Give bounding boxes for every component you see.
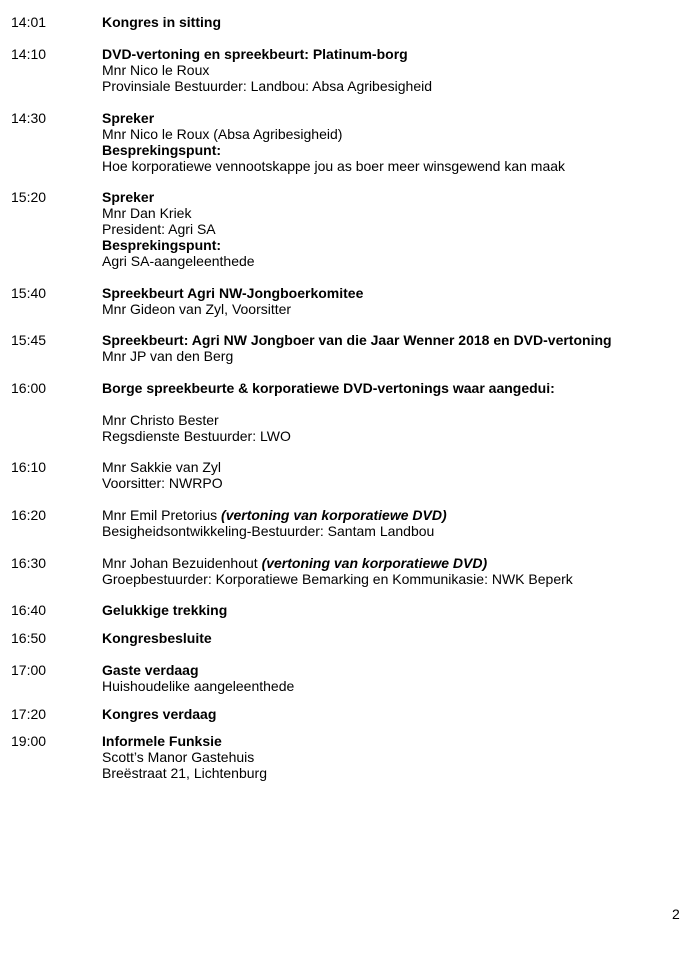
schedule-details [102,733,692,781]
speaker-line [102,555,692,571]
schedule-time: 16:10 [11,459,47,475]
schedule-details [102,555,692,587]
schedule-details [102,189,692,269]
schedule-title: Kongres in sitting [102,14,221,30]
speaker-name: Mnr Johan Bezuidenhout [102,555,262,571]
speaker-role: Regsdienste Bestuurder: LWO [102,428,291,444]
schedule-title: Spreekbeurt Agri NW-Jongboerkomitee [102,285,364,301]
schedule-title: Borge spreekbeurte & korporatiewe DVD-vertonings waar aangedui: [102,380,555,396]
spacer-line [102,396,692,412]
speaker-name: Mnr JP van den Berg [102,348,234,364]
schedule-details [102,380,692,444]
speaker-name: Mnr Nico le Roux [102,62,210,78]
speaker-name: Mnr Nico le Roux (Absa Agribesigheid) [102,126,343,142]
topic-label: Besprekingspunt: [102,142,222,158]
speaker-name: Mnr Emil Pretorius [102,507,222,523]
page-number: 2 [672,906,680,922]
schedule-details [102,507,692,539]
schedule-title: Spreker [102,110,155,126]
schedule-title: Kongres verdaag [102,706,217,722]
schedule-time: 15:45 [11,332,47,348]
schedule-time: 14:01 [11,14,47,30]
speaker-role: President: Agri SA [102,221,216,237]
schedule-time: 17:00 [11,662,47,678]
schedule-time: 16:30 [11,555,47,571]
speaker-line [102,507,692,523]
schedule-time: 16:00 [11,380,47,396]
topic-label: Besprekingspunt: [102,237,222,253]
schedule-time: 15:20 [11,189,47,205]
topic-text: Agri SA-aangeleenthede [102,253,255,269]
schedule-title: Kongresbesluite [102,630,212,646]
schedule-time: 17:20 [11,706,47,722]
schedule-details [102,602,692,618]
speaker-role: Besigheidsontwikkeling-Bestuurder: Santam Landbou [102,523,435,539]
speaker-name: Mnr Dan Kriek [102,205,192,221]
schedule-details [102,630,692,646]
schedule-details [102,14,692,30]
schedule-time: 19:00 [11,733,47,749]
schedule-details [102,662,692,694]
dvd-note: (vertoning van korporatiewe DVD) [261,555,488,571]
schedule-details [102,332,692,364]
schedule-title: DVD-vertoning en spreekbeurt: Platinum-borg [102,46,408,62]
venue-name: Scott’s Manor Gastehuis [102,749,255,765]
schedule-title: Informele Funksie [102,733,222,749]
speaker-role: Groepbestuurder: Korporatiewe Bemarking en Kommunikasie: NWK Beperk [102,571,573,587]
schedule-details [102,285,692,317]
schedule-time: 14:30 [11,110,47,126]
dvd-note: (vertoning van korporatiewe DVD) [221,507,447,523]
venue-address: Breëstraat 21, Lichtenburg [102,765,267,781]
schedule-details [102,110,692,174]
schedule-time: 16:20 [11,507,47,523]
schedule-note: Huishoudelike aangeleenthede [102,678,295,694]
schedule-details [102,459,692,491]
schedule-details [102,706,692,722]
schedule-title: Gelukkige trekking [102,602,228,618]
topic-text: Hoe korporatiewe vennootskappe jou as boer meer winsgewend kan maak [102,158,566,174]
speaker-role: Voorsitter: NWRPO [102,475,223,491]
schedule-time: 16:40 [11,602,47,618]
schedule-time: 15:40 [11,285,47,301]
schedule-time: 16:50 [11,630,47,646]
speaker-name: Mnr Gideon van Zyl, Voorsitter [102,301,292,317]
schedule-title: Spreker [102,189,155,205]
schedule-time: 14:10 [11,46,47,62]
speaker-role: Provinsiale Bestuurder: Landbou: Absa Agribesigheid [102,78,432,94]
schedule-details [102,46,692,94]
speaker-name: Mnr Christo Bester [102,412,219,428]
schedule-title: Gaste verdaag [102,662,199,678]
speaker-name: Mnr Sakkie van Zyl [102,459,222,475]
schedule-title: Spreekbeurt: Agri NW Jongboer van die Jaar Wenner 2018 en DVD-vertoning [102,332,612,348]
